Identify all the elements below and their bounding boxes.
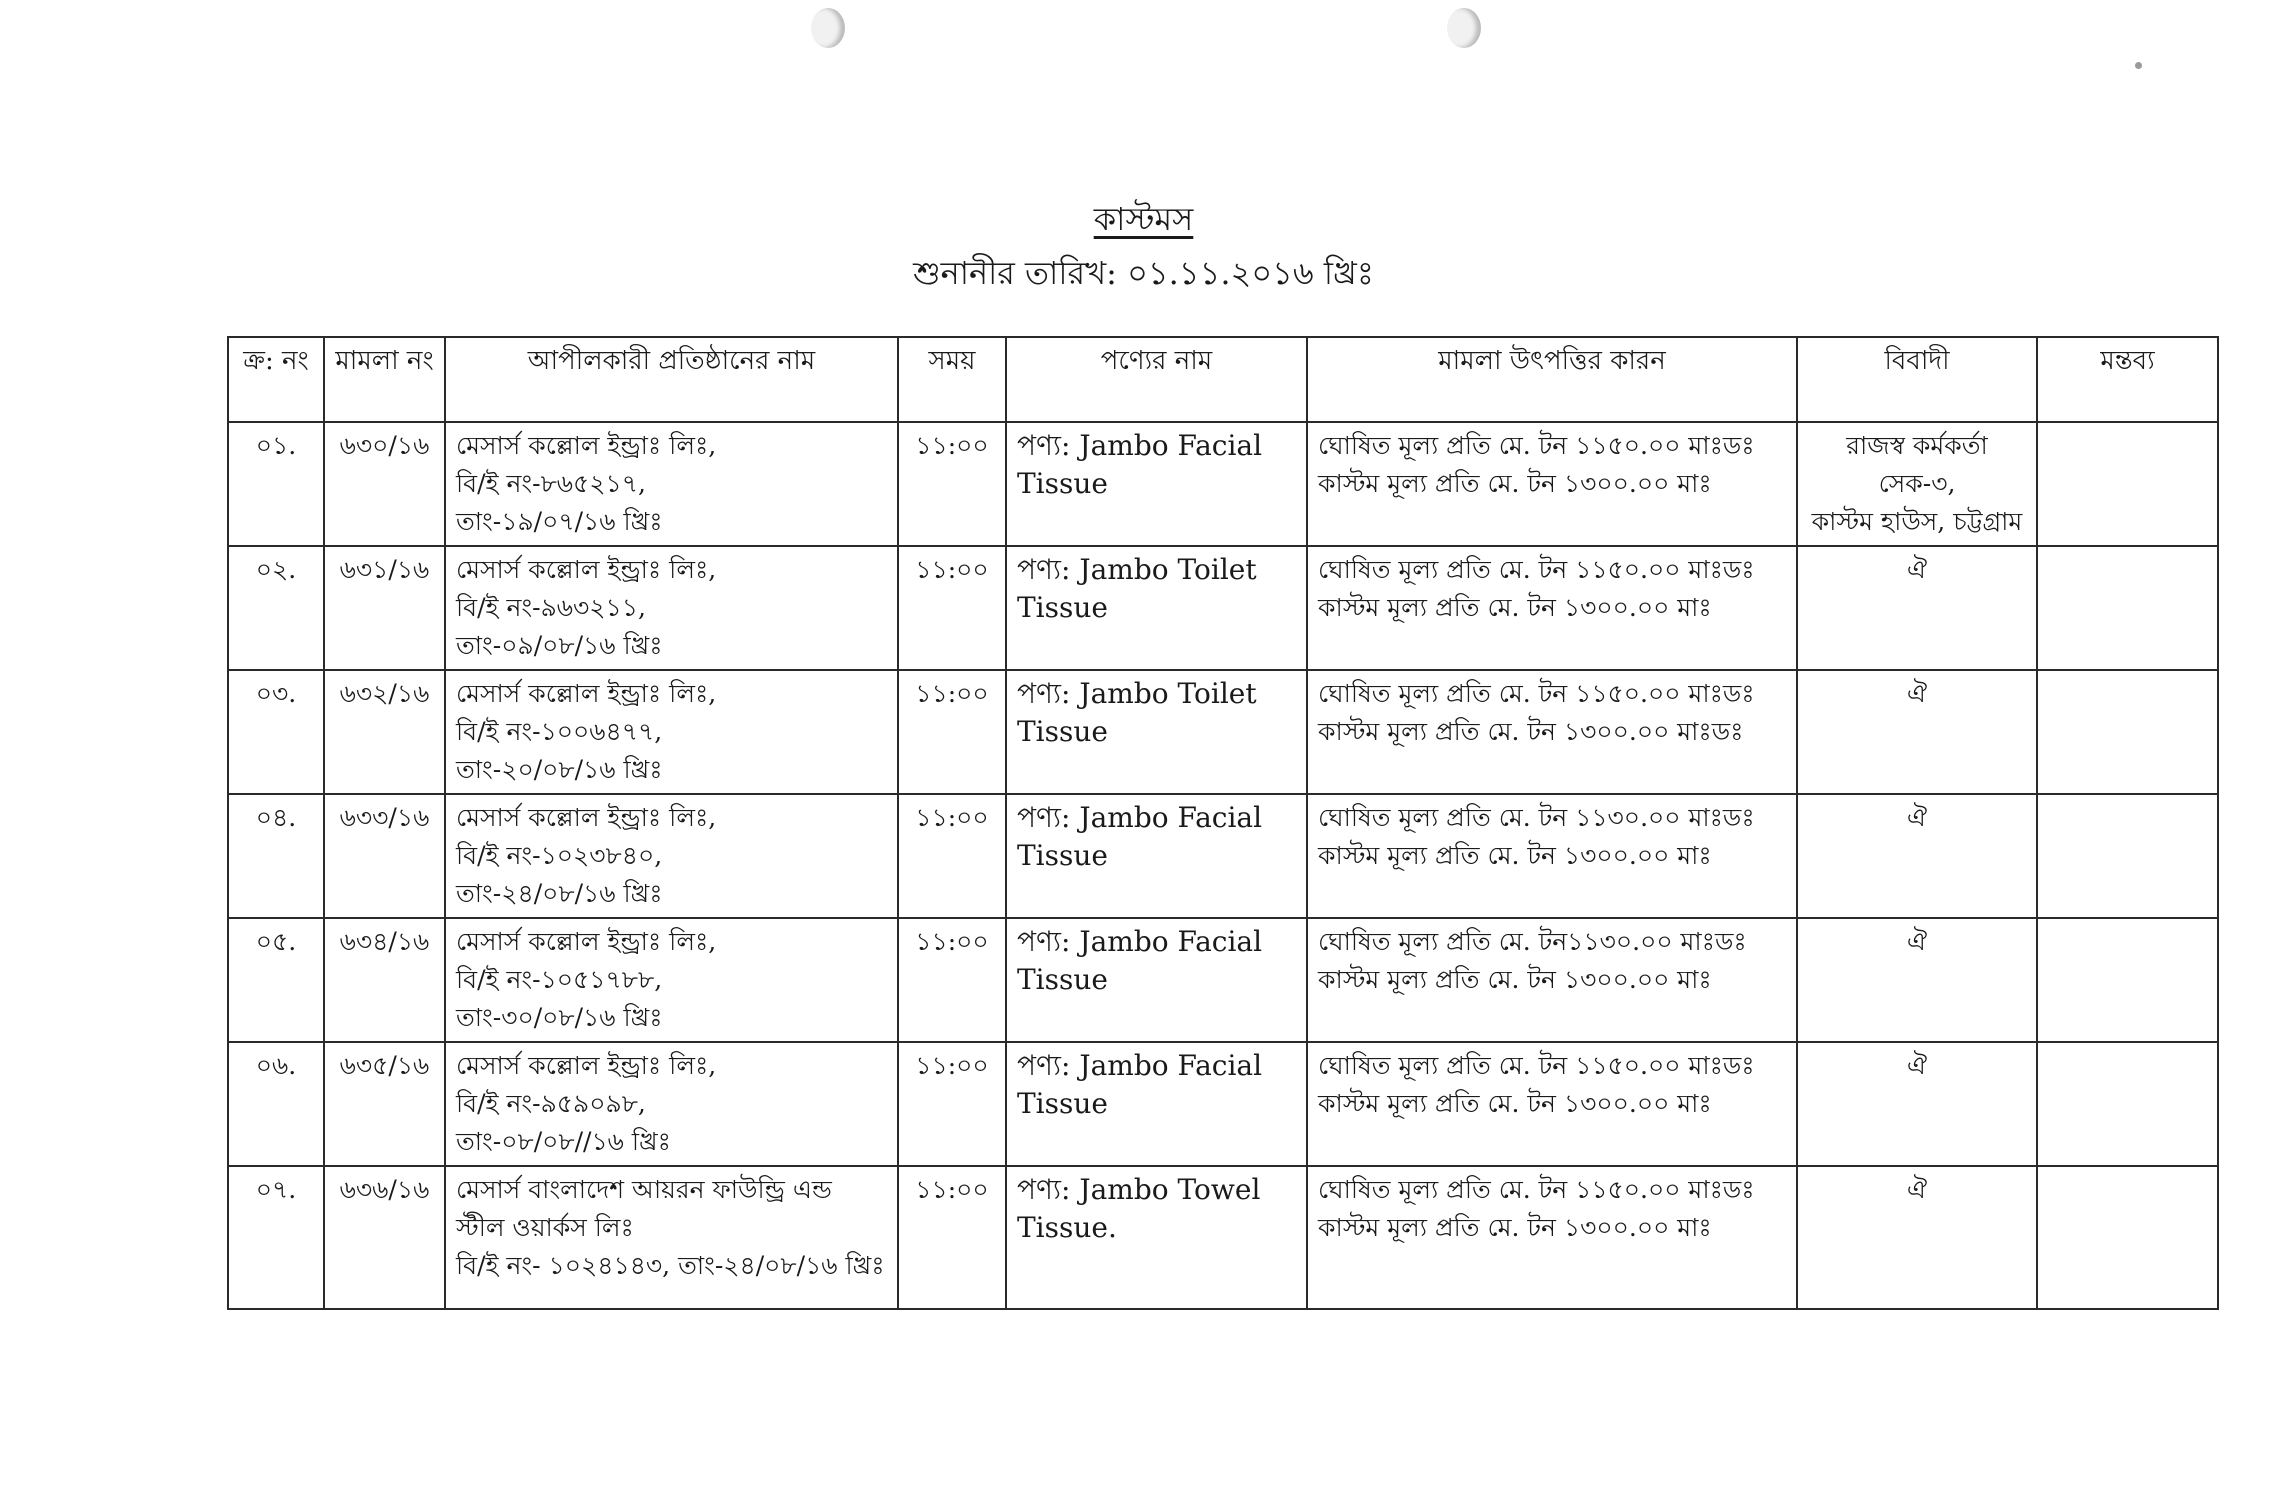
respondent-cell: ঐ <box>1797 918 2037 1042</box>
case-no-cell: ৬৩২/১৬ <box>324 670 445 794</box>
appellant-name: মেসার্স কল্লোল ইন্ড্রাঃ লিঃ, <box>456 927 717 956</box>
reason-cell <box>1307 1042 1797 1166</box>
table-row <box>228 546 2218 670</box>
appellant-cell <box>445 422 898 546</box>
table-row <box>228 1042 2218 1166</box>
case-no-cell: ৬৩০/১৬ <box>324 422 445 546</box>
reason-cell <box>1307 422 1797 546</box>
header-row <box>228 337 2218 422</box>
reason-cell <box>1307 918 1797 1042</box>
product-cell: পণ্য: Jambo Facial Tissue <box>1006 918 1307 1042</box>
scan-speck <box>2135 62 2142 69</box>
bill-of-entry-no: বি/ই নং-১০০৬৪৭৭, <box>456 717 663 746</box>
table-row <box>228 918 2218 1042</box>
declared-value: ঘোষিত মূল্য প্রতি মে. টন ১১৫০.০০ মাঃডঃ <box>1318 1051 1755 1080</box>
appellant-name: মেসার্স কল্লোল ইন্ড্রাঃ লিঃ, <box>456 555 717 584</box>
appellant-name: মেসার্স কল্লোল ইন্ড্রাঃ লিঃ, <box>456 679 717 708</box>
table-body <box>228 422 2218 1309</box>
remarks-cell <box>2037 1042 2218 1166</box>
product-cell: পণ্য: Jambo Toilet Tissue <box>1006 670 1307 794</box>
remarks-cell <box>2037 670 2218 794</box>
time-cell: ১১:০০ <box>898 422 1006 546</box>
document-title: কাস্টমস <box>1093 200 1194 238</box>
table-row <box>228 794 2218 918</box>
respondent-line: সেক-৩, <box>1878 469 1956 498</box>
respondent-cell: ঐ <box>1797 546 2037 670</box>
table-row <box>228 1166 2218 1309</box>
respondent-line: কাস্টম হাউস, চট্টগ্রাম <box>1811 507 2023 536</box>
reason-cell <box>1307 546 1797 670</box>
appellant-cell <box>445 1166 898 1309</box>
bill-of-entry-no: বি/ই নং-১০৫১৭৮৮, <box>456 965 663 994</box>
time-cell: ১১:০০ <box>898 546 1006 670</box>
entry-date: তাং-০৯/০৮/১৬ খ্রিঃ <box>456 631 663 660</box>
bill-of-entry-no: বি/ই নং- ১০২৪১৪৩, তাং-২৪/০৮/১৬ খ্রিঃ <box>456 1251 885 1280</box>
table-row <box>228 422 2218 546</box>
header-product: পণ্যের নাম <box>1006 337 1307 422</box>
serial-cell: ০১. <box>228 422 324 546</box>
customs-value: কাস্টম মূল্য প্রতি মে. টন ১৩০০.০০ মাঃ <box>1318 965 1712 994</box>
serial-cell: ০৫. <box>228 918 324 1042</box>
time-cell: ১১:০০ <box>898 918 1006 1042</box>
entry-date: তাং-২০/০৮/১৬ খ্রিঃ <box>456 755 663 784</box>
customs-value: কাস্টম মূল্য প্রতি মে. টন ১৩০০.০০ মাঃ <box>1318 1213 1712 1242</box>
case-no-cell: ৬৩৬/১৬ <box>324 1166 445 1309</box>
respondent-cell <box>1797 422 2037 546</box>
reason-cell <box>1307 1166 1797 1309</box>
remarks-cell <box>2037 546 2218 670</box>
reason-cell <box>1307 670 1797 794</box>
hearing-date: শুনানীর তারিখ: ০১.১১.২০১৬ খ্রিঃ <box>913 254 1374 292</box>
appellant-cell <box>445 794 898 918</box>
time-cell: ১১:০০ <box>898 1166 1006 1309</box>
declared-value: ঘোষিত মূল্য প্রতি মে. টন ১১৩০.০০ মাঃডঃ <box>1318 803 1755 832</box>
customs-value: কাস্টম মূল্য প্রতি মে. টন ১৩০০.০০ মাঃ <box>1318 469 1712 498</box>
customs-value: কাস্টম মূল্য প্রতি মে. টন ১৩০০.০০ মাঃ <box>1318 593 1712 622</box>
punch-hole-right <box>1447 8 1481 48</box>
header-appellant: আপীলকারী প্রতিষ্ঠানের নাম <box>445 337 898 422</box>
case-no-cell: ৬৩৫/১৬ <box>324 1042 445 1166</box>
header-case-no: মামলা নং <box>324 337 445 422</box>
entry-date: তাং-০৮/০৮//১৬ খ্রিঃ <box>456 1127 671 1156</box>
declared-value: ঘোষিত মূল্য প্রতি মে. টন ১১৫০.০০ মাঃডঃ <box>1318 1175 1755 1204</box>
header-respondent: বিবাদী <box>1797 337 2037 422</box>
table-row <box>228 670 2218 794</box>
appellant-cell <box>445 546 898 670</box>
product-cell: পণ্য: Jambo Facial Tissue <box>1006 422 1307 546</box>
remarks-cell <box>2037 918 2218 1042</box>
remarks-cell <box>2037 1166 2218 1309</box>
product-cell: পণ্য: Jambo Facial Tissue <box>1006 1042 1307 1166</box>
bill-of-entry-no: বি/ই নং-১০২৩৮৪০, <box>456 841 663 870</box>
entry-date: তাং-১৯/০৭/১৬ খ্রিঃ <box>456 507 663 536</box>
serial-cell: ০৪. <box>228 794 324 918</box>
respondent-line: রাজস্ব কর্মকর্তা <box>1846 431 1988 460</box>
appellant-cell <box>445 670 898 794</box>
respondent-cell: ঐ <box>1797 1042 2037 1166</box>
bill-of-entry-no: বি/ই নং-৯৫৯০৯৮, <box>456 1089 646 1118</box>
appellant-name: মেসার্স কল্লোল ইন্ড্রাঃ লিঃ, <box>456 1051 717 1080</box>
entry-date: তাং-২৪/০৮/১৬ খ্রিঃ <box>456 879 663 908</box>
entry-date: তাং-৩০/০৮/১৬ খ্রিঃ <box>456 1003 663 1032</box>
header-serial: ক্র: নং <box>228 337 324 422</box>
declared-value: ঘোষিত মূল্য প্রতি মে. টন ১১৫০.০০ মাঃডঃ <box>1318 555 1755 584</box>
remarks-cell <box>2037 422 2218 546</box>
remarks-cell <box>2037 794 2218 918</box>
customs-value: কাস্টম মূল্য প্রতি মে. টন ১৩০০.০০ মাঃডঃ <box>1318 717 1744 746</box>
respondent-cell: ঐ <box>1797 1166 2037 1309</box>
reason-cell <box>1307 794 1797 918</box>
declared-value: ঘোষিত মূল্য প্রতি মে. টন১১৩০.০০ মাঃডঃ <box>1318 927 1747 956</box>
document-header <box>0 196 2287 296</box>
case-no-cell: ৬৩৩/১৬ <box>324 794 445 918</box>
bill-of-entry-no: বি/ই নং-৯৬৩২১১, <box>456 593 646 622</box>
product-cell: পণ্য: Jambo Towel Tissue. <box>1006 1166 1307 1309</box>
appellant-name: মেসার্স কল্লোল ইন্ড্রাঃ লিঃ, <box>456 803 717 832</box>
appellant-name: মেসার্স কল্লোল ইন্ড্রাঃ লিঃ, <box>456 431 717 460</box>
header-remarks: মন্তব্য <box>2037 337 2218 422</box>
header-reason: মামলা উৎপত্তির কারন <box>1307 337 1797 422</box>
appellant-name: মেসার্স বাংলাদেশ আয়রন ফাউন্ড্রি এন্ড স্টীল ওয়ার্কস লিঃ <box>456 1175 832 1242</box>
customs-value: কাস্টম মূল্য প্রতি মে. টন ১৩০০.০০ মাঃ <box>1318 1089 1712 1118</box>
time-cell: ১১:০০ <box>898 1042 1006 1166</box>
declared-value: ঘোষিত মূল্য প্রতি মে. টন ১১৫০.০০ মাঃডঃ <box>1318 431 1755 460</box>
case-no-cell: ৬৩১/১৬ <box>324 546 445 670</box>
serial-cell: ০৩. <box>228 670 324 794</box>
declared-value: ঘোষিত মূল্য প্রতি মে. টন ১১৫০.০০ মাঃডঃ <box>1318 679 1755 708</box>
case-no-cell: ৬৩৪/১৬ <box>324 918 445 1042</box>
appellant-cell <box>445 1042 898 1166</box>
respondent-cell: ঐ <box>1797 670 2037 794</box>
time-cell: ১১:০০ <box>898 670 1006 794</box>
bill-of-entry-no: বি/ই নং-৮৬৫২১৭, <box>456 469 646 498</box>
punch-hole-left <box>811 8 845 48</box>
hearing-schedule-table <box>227 336 2219 1310</box>
product-cell: পণ্য: Jambo Facial Tissue <box>1006 794 1307 918</box>
serial-cell: ০২. <box>228 546 324 670</box>
appellant-cell <box>445 918 898 1042</box>
product-cell: পণ্য: Jambo Toilet Tissue <box>1006 546 1307 670</box>
serial-cell: ০৬. <box>228 1042 324 1166</box>
customs-value: কাস্টম মূল্য প্রতি মে. টন ১৩০০.০০ মাঃ <box>1318 841 1712 870</box>
header-time: সময় <box>898 337 1006 422</box>
respondent-cell: ঐ <box>1797 794 2037 918</box>
serial-cell: ০৭. <box>228 1166 324 1309</box>
table-header <box>228 337 2218 422</box>
time-cell: ১১:০০ <box>898 794 1006 918</box>
